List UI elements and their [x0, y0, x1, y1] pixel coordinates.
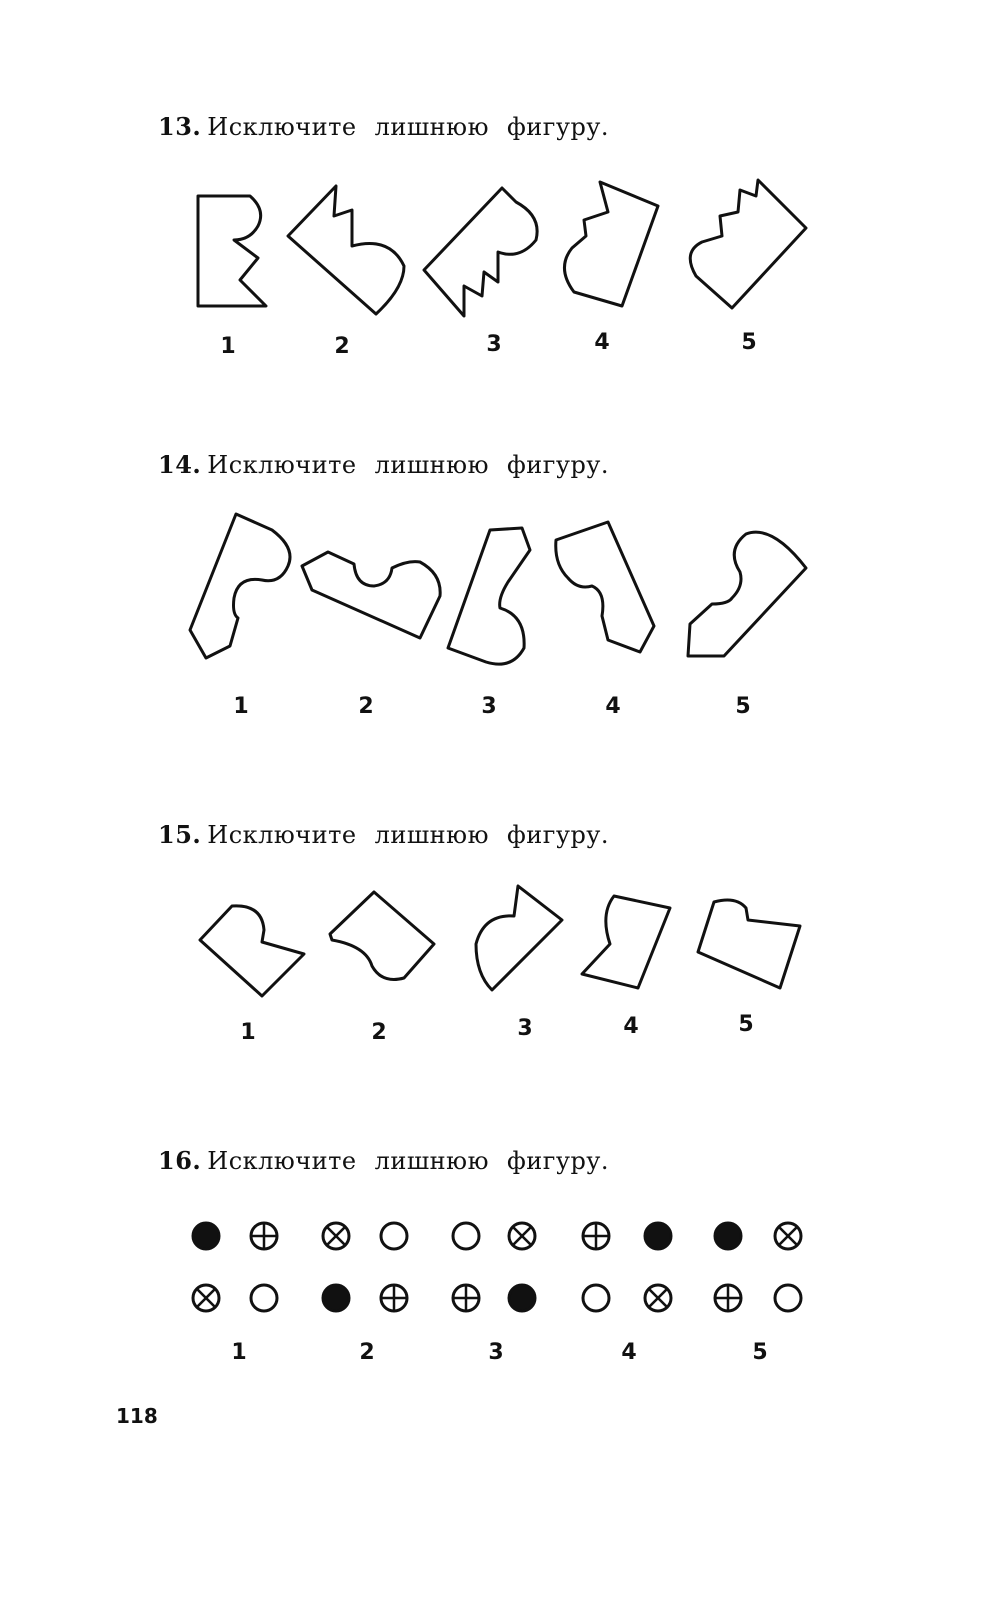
circle-filled-icon: [645, 1223, 671, 1249]
circle-filled-icon: [715, 1223, 741, 1249]
task-14-label: 5: [735, 694, 751, 719]
circle-cross-icon: [193, 1285, 219, 1311]
heading-word: Исключите: [207, 821, 357, 849]
task-15-label: 1: [240, 1020, 256, 1045]
heading-word: фигуру.: [506, 113, 610, 141]
circle-cross-icon: [645, 1285, 671, 1311]
task-16-label: 2: [359, 1340, 375, 1365]
task-13-label: 2: [334, 334, 350, 359]
task-13-label: 4: [594, 330, 610, 355]
task-14-number: 14.: [158, 450, 202, 479]
task-14-label: 1: [233, 694, 249, 719]
heading-word: лишнюю: [374, 821, 489, 849]
circle-empty-icon: [381, 1223, 407, 1249]
task-16-label: 4: [621, 1340, 637, 1365]
circle-plus-icon: [715, 1285, 741, 1311]
task-15-label: 5: [738, 1012, 754, 1037]
heading-word: Исключите: [207, 451, 357, 479]
circle-empty-icon: [453, 1223, 479, 1249]
heading-word: Исключите: [207, 1147, 357, 1175]
circle-empty-icon: [775, 1285, 801, 1311]
heading-word: фигуру.: [506, 821, 610, 849]
task-16-number: 16.: [158, 1146, 202, 1175]
circle-filled-icon: [193, 1223, 219, 1249]
circle-cross-icon: [775, 1223, 801, 1249]
circle-cross-icon: [509, 1223, 535, 1249]
heading-word: Исключите: [207, 113, 357, 141]
task-13-label: 3: [486, 332, 502, 357]
task-13-number: 13.: [158, 112, 202, 141]
circle-plus-icon: [251, 1223, 277, 1249]
circle-plus-icon: [453, 1285, 479, 1311]
task-14-label: 4: [605, 694, 621, 719]
circle-plus-icon: [583, 1223, 609, 1249]
heading-word: фигуру.: [506, 451, 610, 479]
task-15-number: 15.: [158, 820, 202, 849]
heading-word: лишнюю: [374, 113, 489, 141]
heading-word: фигуру.: [506, 1147, 610, 1175]
task-15-label: 3: [517, 1016, 533, 1041]
heading-word: лишнюю: [374, 451, 489, 479]
circle-cross-icon: [323, 1223, 349, 1249]
heading-word: лишнюю: [374, 1147, 489, 1175]
circle-empty-icon: [251, 1285, 277, 1311]
circle-empty-icon: [583, 1285, 609, 1311]
task-14-label: 2: [358, 694, 374, 719]
task-16-label: 5: [752, 1340, 768, 1365]
task-16-label: 3: [488, 1340, 504, 1365]
task-14-label: 3: [481, 694, 497, 719]
task-15-label: 4: [623, 1014, 639, 1039]
circle-filled-icon: [323, 1285, 349, 1311]
task-16-label: 1: [231, 1340, 247, 1365]
task-13-label: 1: [220, 334, 236, 359]
page-number: 118: [116, 1404, 158, 1428]
circle-filled-icon: [509, 1285, 535, 1311]
task-13-label: 5: [741, 330, 757, 355]
task-15-label: 2: [371, 1020, 387, 1045]
circle-plus-icon: [381, 1285, 407, 1311]
